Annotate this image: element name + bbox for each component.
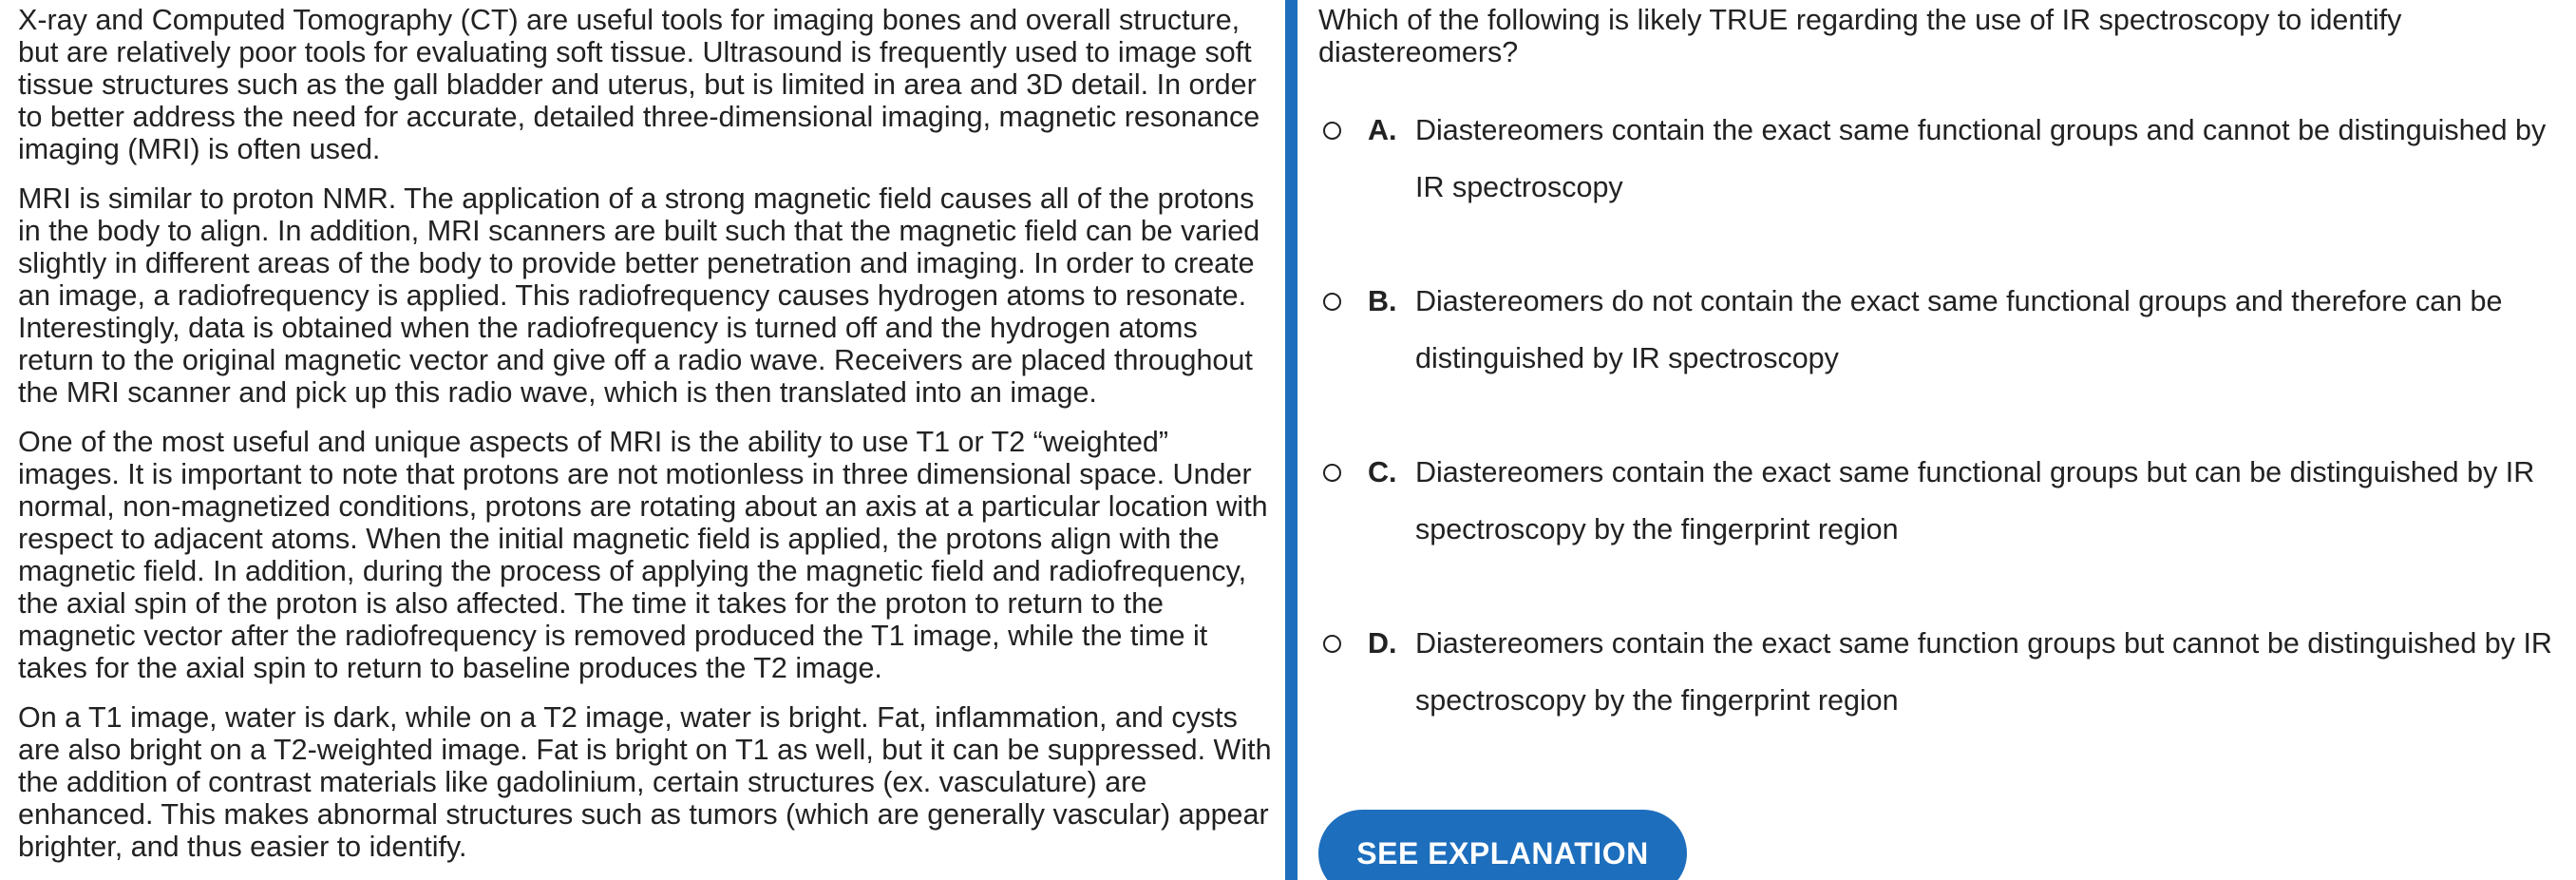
see-explanation-button[interactable]: SEE EXPLANATION [1318,810,1687,880]
answer-option-d[interactable] [1323,622,2567,794]
question-stem: Which of the following is likely TRUE regarding the use of IR spectroscopy to identify diastereomers? [1318,4,2402,68]
radio-button-c[interactable] [1323,464,1341,482]
passage-paragraph: One of the most useful and unique aspects of MRI is the ability to use T1 or T2 “weighted” images. It is important to note that protons are not motionless in three dimensional space. Under normal, non-magnetized conditions, protons are rotating about an axis at a particular location with respect to adjacent atoms. When the initial magnetic field is applied, the protons align with the magnetic field. In addition, during the process of applying the magnetic field and radiofrequency, the axial spin of the proton is also affected. The time it takes for the proton to return to the magnetic vector after the radiofrequency is removed produced the T1 image, while the time it takes for the axial spin to return to baseline produces the T2 image. [18,426,1268,684]
answer-option-a[interactable] [1323,109,2567,280]
answer-option-b[interactable] [1323,280,2567,451]
passage-paragraph: On a T1 image, water is dark, while on a T2 image, water is bright. Fat, inflammation, and cysts are also bright on a T2-weighted image. Fat is bright on T1 as well, but it can be suppressed. With the addition of contrast materials like gadolinium, certain structures (ex. vasculature) are enhanced. This makes abnormal structures such as tumors (which are generally vascular) appear brighter, and thus easier to identify. [18,701,1272,863]
panel-divider [1285,0,1297,880]
option-letter: C. [1368,456,1397,488]
passage-paragraph: MRI is similar to proton NMR. The application of a strong magnetic field causes all of the protons in the body to align. In addition, MRI scanners are built such that the magnetic field can be varied slightly in different areas of the body to provide better penetration and imaging. In order to create an image, a radiofrequency is applied. This radiofrequency causes hydrogen atoms to resonate. Interestingly, data is obtained when the radiofrequency is turned off and the hydrogen atoms return to the original magnetic vector and give off a radio wave. Receivers are placed throughout the MRI scanner and pick up this radio wave, which is then translated into an image. [18,182,1260,409]
option-letter: B. [1368,285,1397,317]
option-letter: A. [1368,114,1397,146]
answer-option-c[interactable] [1323,451,2567,622]
radio-button-d[interactable] [1323,635,1341,653]
option-text[interactable]: Diastereomers contain the exact same function groups but cannot be distinguished by IR spectroscopy by the fingerprint region [1415,627,2552,717]
answer-options [1323,109,2567,794]
reading-passage [18,0,1272,880]
passage-paragraph: X-ray and Computed Tomography (CT) are useful tools for imaging bones and overall structure, but are relatively poor tools for evaluating soft tissue. Ultrasound is frequently used to image soft tissue structures such as the gall bladder and uterus, but is limited in area and 3D detail. In order to better address the need for accurate, detailed three-dimensional imaging, magnetic resonance imaging (MRI) is often used. [18,4,1260,165]
option-text[interactable]: Diastereomers contain the exact same functional groups and cannot be distinguished by IR spectroscopy [1415,114,2547,203]
radio-button-b[interactable] [1323,293,1341,311]
option-text[interactable]: Diastereomers contain the exact same functional groups but can be distinguished by IR spectroscopy by the fingerprint region [1415,456,2535,545]
option-letter: D. [1368,627,1397,660]
radio-button-a[interactable] [1323,122,1341,140]
option-text[interactable]: Diastereomers do not contain the exact same functional groups and therefore can be distinguished by IR spectroscopy [1415,285,2503,374]
